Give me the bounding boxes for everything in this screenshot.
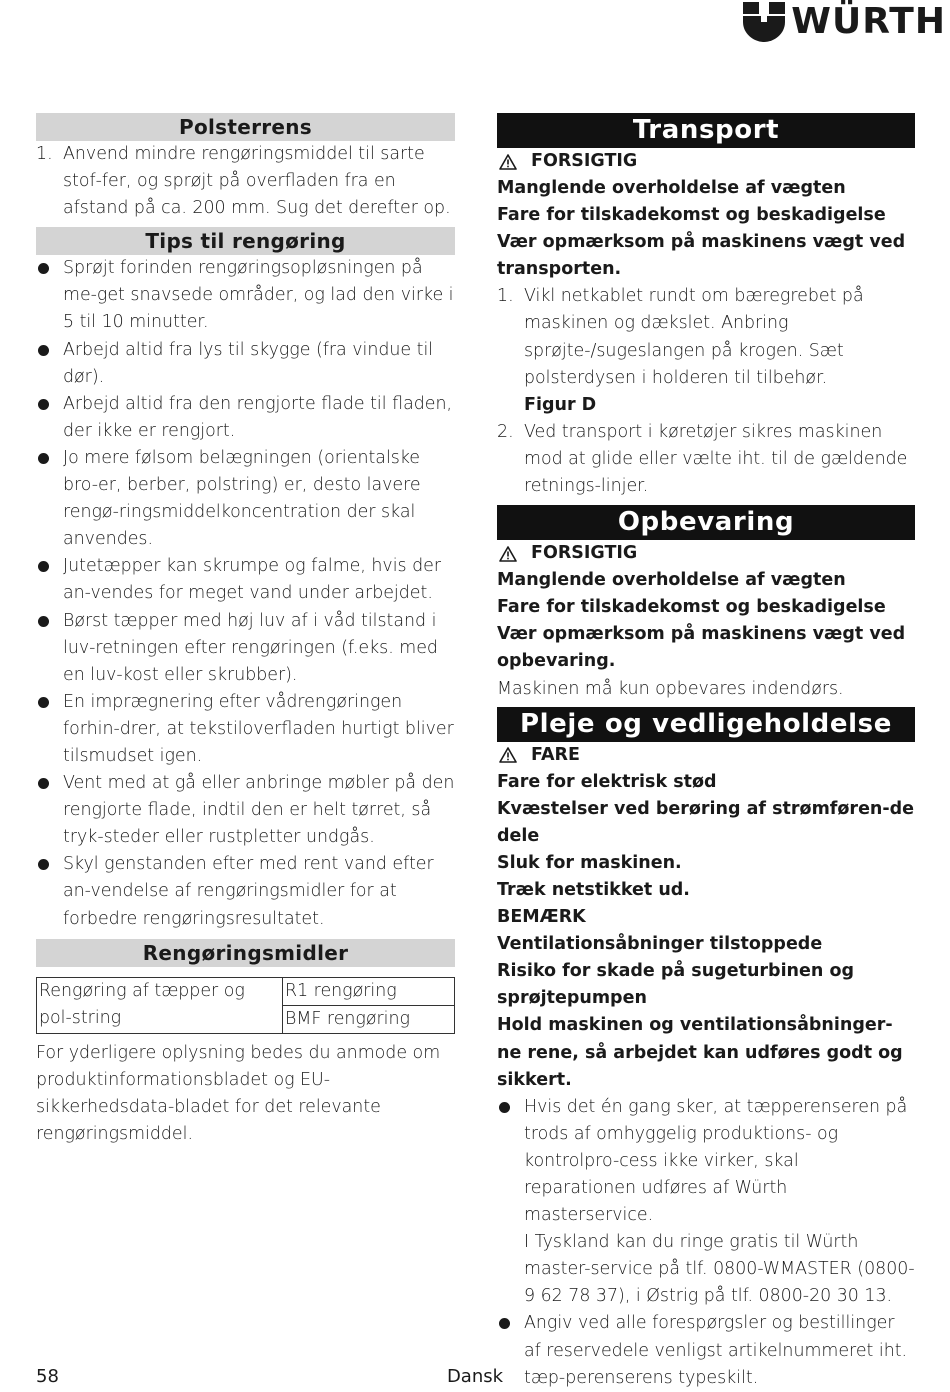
notice-line: Ventilationsåbninger tilstoppede [497, 934, 823, 955]
storage-signal [497, 540, 915, 567]
table-cell-use-case: Rengøring af tæpper og pol-string [37, 977, 283, 1033]
right-column [497, 113, 915, 1392]
page-number: 58 [36, 1366, 59, 1387]
wurth-logo [743, 2, 946, 42]
warning-triangle-icon [499, 154, 517, 170]
bullet-icon [38, 561, 49, 572]
table-cell-product: BMF rengøring [283, 1005, 455, 1033]
step-text: Ved transport i køretøjer sikres maskinen mod at glide eller vælte iht. til de gældende retnings-linjer. [524, 421, 908, 497]
tip-text: Skyl genstanden efter med rent vand efter an-vendelse af rengøringsmidler for at forbedre rengøringsresultatet. [63, 854, 434, 929]
tip-text: Arbejd altid fra lys til skygge (fra vindue til dør). [63, 339, 434, 387]
list-item [497, 283, 915, 418]
warning-line: Manglende overholdelse af vægten [497, 570, 846, 591]
warning-line: Manglende overholdelse af vægten [497, 178, 846, 198]
upholstery-steps [36, 141, 455, 222]
bullet-icon [38, 778, 49, 789]
list-item [36, 445, 455, 553]
maintenance-heading: Pleje og vedligeholdelse [497, 707, 915, 742]
list-item [497, 1094, 915, 1311]
warning-line: Vær opmærksom på maskinens vægt ved opbevaring. [497, 624, 906, 672]
danger-line: Sluk for maskinen. [497, 852, 682, 873]
danger-line: Fare for elektrisk stød [497, 771, 717, 792]
bullet-icon [499, 1318, 510, 1329]
maintenance-signal [497, 742, 915, 769]
bullet-icon [38, 697, 49, 708]
upholstery-heading: Polsterrens [36, 113, 455, 141]
danger-line: Træk netstikket ud. [497, 879, 690, 900]
bullet-icon [38, 453, 49, 464]
notice-label: BEMÆRK [497, 907, 586, 928]
step-number: 1. [497, 286, 514, 307]
agents-heading: Rengøringsmidler [36, 939, 455, 967]
item-text: Angiv ved alle forespørgsler og bestillinger af reservedele venligst artikelnummeret iht. tæp-perenserens typeskilt. [524, 1313, 908, 1388]
list-item [36, 689, 455, 770]
tip-text: Vent med at gå eller anbringe møbler på den rengjorte flade, indtil den er helt tørret, så tryk-steder eller rustpletter undgås. [63, 773, 455, 848]
left-column [36, 113, 455, 1148]
transport-heading: Transport [497, 113, 915, 148]
tip-text: En imprægnering efter vådrengøringen forhin-drer, at tekstiloverfladen hurtigt bliver tilsmudset igen. [63, 691, 454, 766]
tips-heading: Tips til rengøring [36, 227, 455, 255]
tip-text: Arbejd altid fra den rengjorte flade til fladen, der ikke er rengjort. [63, 393, 453, 441]
signal-word: FORSIGTIG [531, 151, 638, 171]
step-text: Anvend mindre rengøringsmiddel til sarte stof-fer, og sprøjt på overfladen fra en afstand på ca. 200 mm. Sug det derefter op. [63, 144, 451, 219]
bullet-icon [499, 1102, 510, 1113]
maintenance-list [497, 1094, 915, 1392]
bullet-icon [38, 345, 49, 356]
table-cell-product: R1 rengøring [283, 977, 455, 1005]
tip-text: Jo mere følsom belægningen (orientalske bro-er, berber, polstring) er, desto lavere rengø-ringsmiddelkoncentration der skal anvendes. [63, 447, 421, 550]
bullet-icon [38, 859, 49, 870]
list-item [36, 553, 455, 607]
signal-word: FORSIGTIG [531, 543, 638, 564]
tip-text: Sprøjt forinden rengøringsopløsningen på me-get snavsede områder, og lad den virke i 5 til 10 minutter. [63, 258, 454, 333]
figure-ref: Figur D [524, 394, 597, 415]
wurth-emblem-icon [743, 2, 785, 42]
storage-heading: Opbevaring [497, 505, 915, 540]
list-item [36, 391, 455, 445]
transport-steps [497, 283, 915, 500]
list-item [36, 141, 455, 222]
warning-line: Vær opmærksom på maskinens vægt ved transporten. [497, 232, 906, 280]
list-item [36, 770, 455, 851]
transport-signal [497, 148, 915, 175]
list-item [36, 608, 455, 689]
step-number: 1. [36, 144, 53, 164]
step-text: Vikl netkablet rundt om bæregrebet på maskinen og dækslet. Anbring sprøjte-/sugeslangen på krogen. Sæt polsterdysen i holderen til tilbehør. [524, 286, 864, 388]
tip-text: Børst tæpper med høj luv af i våd tilstand i luv-retningen efter rengøringen (f.eks. med en luv-kost eller skrubber). [63, 610, 438, 685]
warning-triangle-icon [499, 747, 517, 763]
notice-line: Risiko for skade på sugeturbinen og sprøjtepumpen [497, 961, 854, 1009]
agents-table [36, 977, 455, 1034]
notice-line: Hold maskinen og ventilationsåbninger-ne rene, så arbejdet kan udføres godt og sikkert. [497, 1015, 903, 1090]
list-item [497, 419, 915, 500]
danger-line: Kvæstelser ved berøring af strømføren-de dele [497, 798, 915, 846]
agents-note: For yderligere oplysning bedes du anmode om produktinformationsbladet og EU-sikkerhedsdata-bladet for det relevante rengøringsmiddel. [36, 1042, 441, 1144]
bullet-icon [38, 263, 49, 274]
bullet-icon [38, 399, 49, 410]
tip-text: Jutetæpper kan skrumpe og falme, hvis der an-vendes for meget vand under arbejdet. [63, 556, 442, 604]
brand-name: WÜRTH [791, 1, 946, 42]
warning-line: Fare for tilskadekomst og beskadigelse [497, 597, 886, 618]
language-label: Dansk [446, 1366, 504, 1387]
list-item [36, 851, 455, 932]
warning-line: Fare for tilskadekomst og beskadigelse [497, 205, 886, 226]
tips-list [36, 255, 455, 932]
list-item [36, 255, 455, 336]
list-item [36, 337, 455, 391]
warning-triangle-icon [499, 546, 517, 562]
table-row [37, 977, 455, 1005]
bullet-icon [38, 616, 49, 627]
step-number: 2. [497, 421, 514, 442]
item-extra: I Tyskland kan du ringe gratis til Würth master-service på tlf. 0800-WMASTER (0800-9 62 78 37), i Østrig på tlf. 0800-20 30 13. [524, 1232, 915, 1307]
signal-word: FARE [531, 744, 580, 765]
item-text: Hvis det én gang sker, at tæpperenseren på trods af omhyggelig produktions- og kontrolpro-cess ikke virker, skal reparationen udføres af Würth masterservice. [524, 1096, 908, 1226]
storage-text: Maskinen må kun opbevares indendørs. [497, 678, 844, 699]
